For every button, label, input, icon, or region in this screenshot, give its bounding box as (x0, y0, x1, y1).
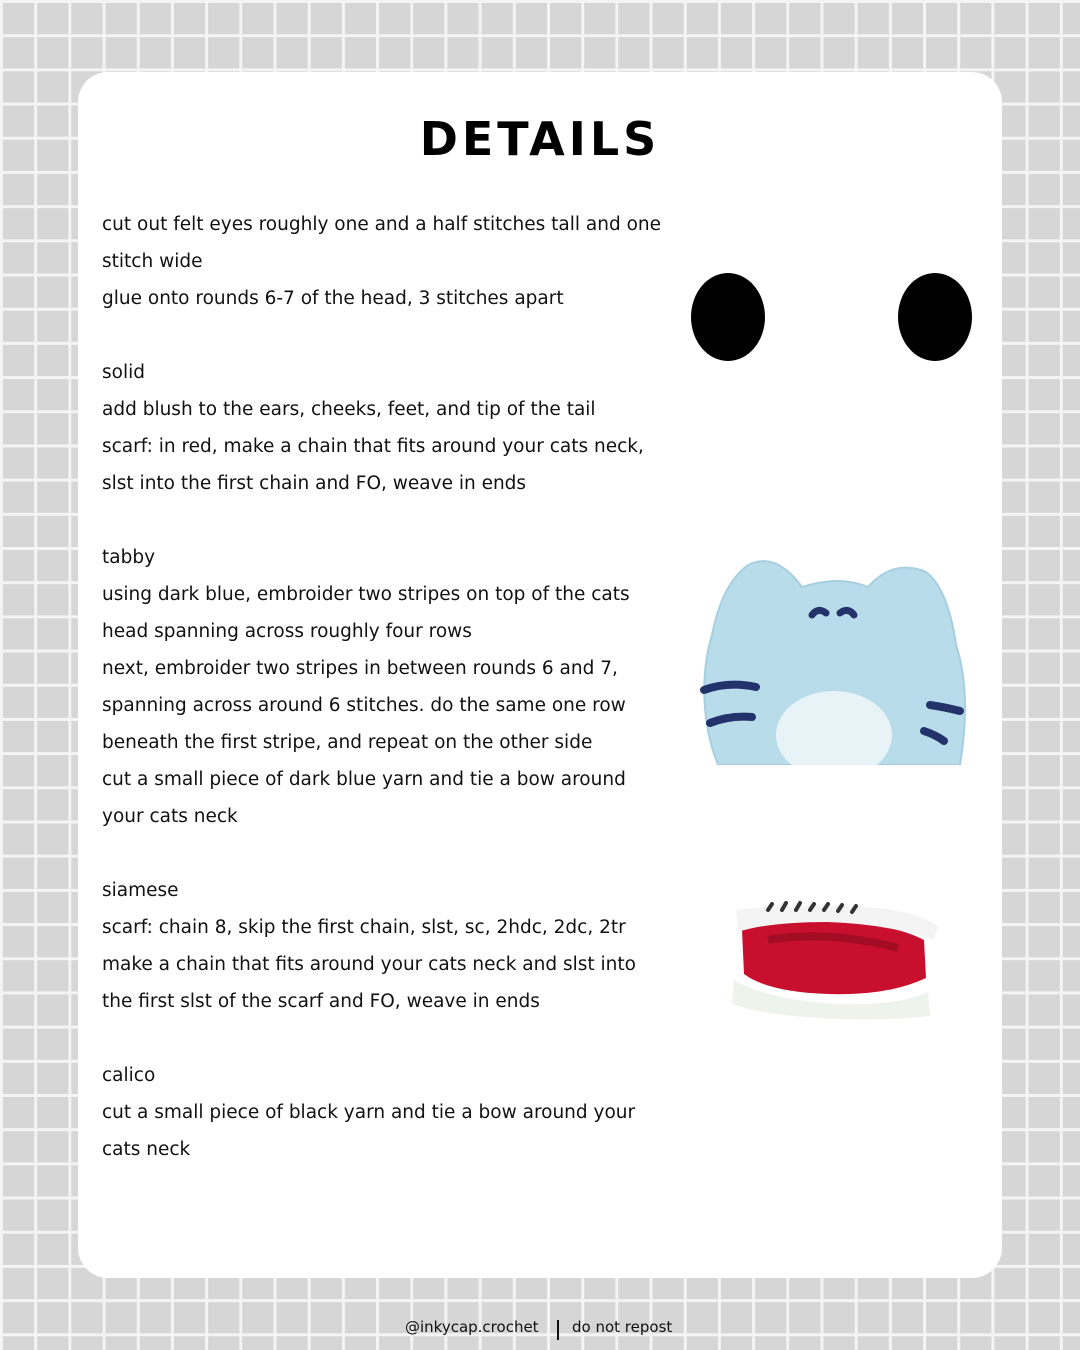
text-line: beneath the first stripe, and repeat on the other side (102, 732, 593, 753)
text-line: stitch wide (102, 251, 203, 272)
text-line: add blush to the ears, cheeks, feet, and tip of the tail (102, 399, 596, 420)
text-line: your cats neck (102, 806, 238, 827)
text-line: the first slst of the scarf and FO, weave in ends (102, 991, 540, 1012)
right-eye-illustration (898, 273, 972, 361)
text-line: make a chain that fits around your cats neck and slst into (102, 954, 636, 975)
footer-handle: @inkycap.crochet (405, 1318, 539, 1336)
text-line: cats neck (102, 1139, 191, 1160)
section-heading-calico: calico (102, 1065, 156, 1086)
text-line: glue onto rounds 6-7 of the head, 3 stitches apart (102, 288, 564, 309)
section-heading-solid: solid (102, 362, 145, 383)
text-line: head spanning across roughly four rows (102, 621, 472, 642)
text-line: slst into the first chain and FO, weave in ends (102, 473, 527, 494)
text-line: using dark blue, embroider two stripes on top of the cats (102, 584, 630, 605)
scarf-red-band (742, 921, 926, 994)
footer-divider (557, 1320, 559, 1340)
text-line: next, embroider two stripes in between rounds 6 and 7, (102, 658, 618, 679)
left-eye-illustration (691, 273, 765, 361)
text-line: spanning across around 6 stitches. do the same one row (102, 695, 626, 716)
text-line: cut a small piece of black yarn and tie a bow around your (102, 1102, 636, 1123)
text-line: cut out felt eyes roughly one and a half stitches tall and one (102, 214, 662, 235)
text-line: cut a small piece of dark blue yarn and tie a bow around (102, 769, 626, 790)
tabby-cat-head-image (698, 555, 970, 765)
text-line: scarf: in red, make a chain that fits around your cats neck, (102, 436, 644, 457)
page-title: DETAILS (419, 112, 661, 166)
section-heading-tabby: tabby (102, 547, 156, 568)
footer-notice: do not repost (572, 1318, 673, 1336)
siamese-scarf-image (728, 900, 954, 1022)
text-line: scarf: chain 8, skip the first chain, slst, sc, 2hdc, 2dc, 2tr (102, 917, 626, 938)
section-heading-siamese: siamese (102, 880, 179, 901)
